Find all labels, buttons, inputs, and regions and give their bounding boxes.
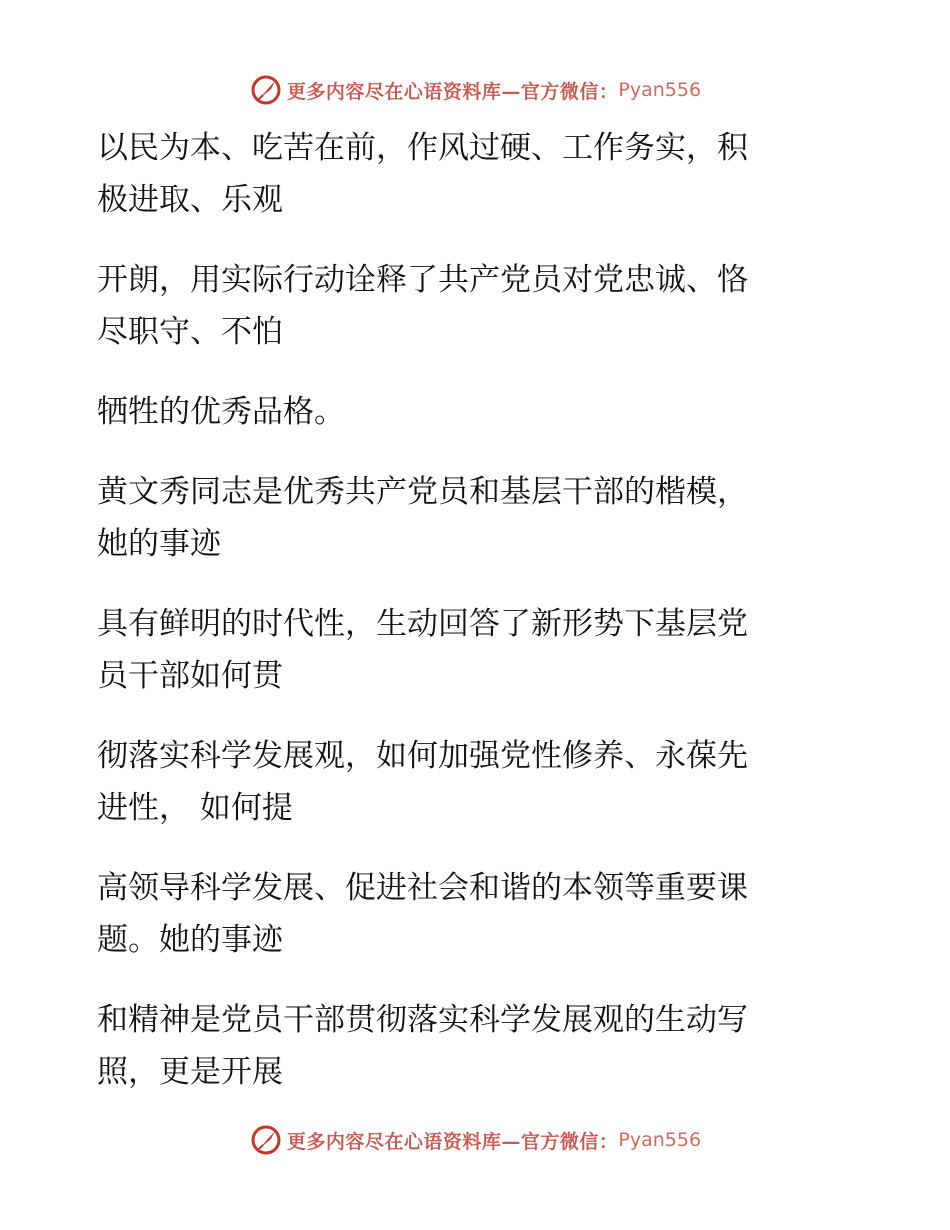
paragraph <box>97 466 837 570</box>
text-line: 彻落实科学发展观，如何加强党性修养、永葆先 <box>97 738 748 774</box>
paragraph <box>97 994 837 1098</box>
text-line: 牺牲的优秀品格。 <box>97 394 345 430</box>
watermark-wechat-id: Pyan556 <box>618 79 702 101</box>
paragraph <box>97 122 837 226</box>
paragraph <box>97 598 837 702</box>
text-line: 进性， 如何提 <box>97 790 293 826</box>
paragraph <box>97 730 837 834</box>
text-line: 照，更是开展 <box>97 1054 283 1090</box>
document-body <box>97 122 837 1126</box>
text-line: 题。她的事迹 <box>97 922 283 958</box>
text-line: 和精神是党员干部贯彻落实科学发展观的生动写 <box>97 1002 748 1038</box>
text-line: 尽职守、不怕 <box>97 314 283 350</box>
text-line: 她的事迹 <box>97 526 221 562</box>
footer-watermark <box>0 1120 950 1160</box>
paragraph <box>97 386 837 438</box>
watermark-wechat-id: Pyan556 <box>618 1129 702 1151</box>
paragraph <box>97 862 837 966</box>
text-line: 高领导科学发展、促进社会和谐的本领等重要课 <box>97 870 748 906</box>
text-line: 员干部如何贯 <box>97 658 283 694</box>
text-line: 开朗，用实际行动诠释了共产党员对党忠诚、恪 <box>97 262 748 298</box>
watermark-text: 更多内容尽在心语资料库—官方微信： <box>286 1130 619 1153</box>
paragraph <box>97 254 837 358</box>
text-line: 黄文秀同志是优秀共产党员和基层干部的楷模， <box>97 474 748 510</box>
text-line: 极进取、乐观 <box>97 182 283 218</box>
text-line: 具有鲜明的时代性，生动回答了新形势下基层党 <box>97 606 748 642</box>
header-watermark <box>0 70 950 110</box>
quill-logo-icon <box>249 73 283 107</box>
quill-logo-icon <box>249 1123 283 1157</box>
text-line: 以民为本、吃苦在前，作风过硬、工作务实，积 <box>97 130 748 166</box>
watermark-text: 更多内容尽在心语资料库—官方微信： <box>286 80 619 103</box>
